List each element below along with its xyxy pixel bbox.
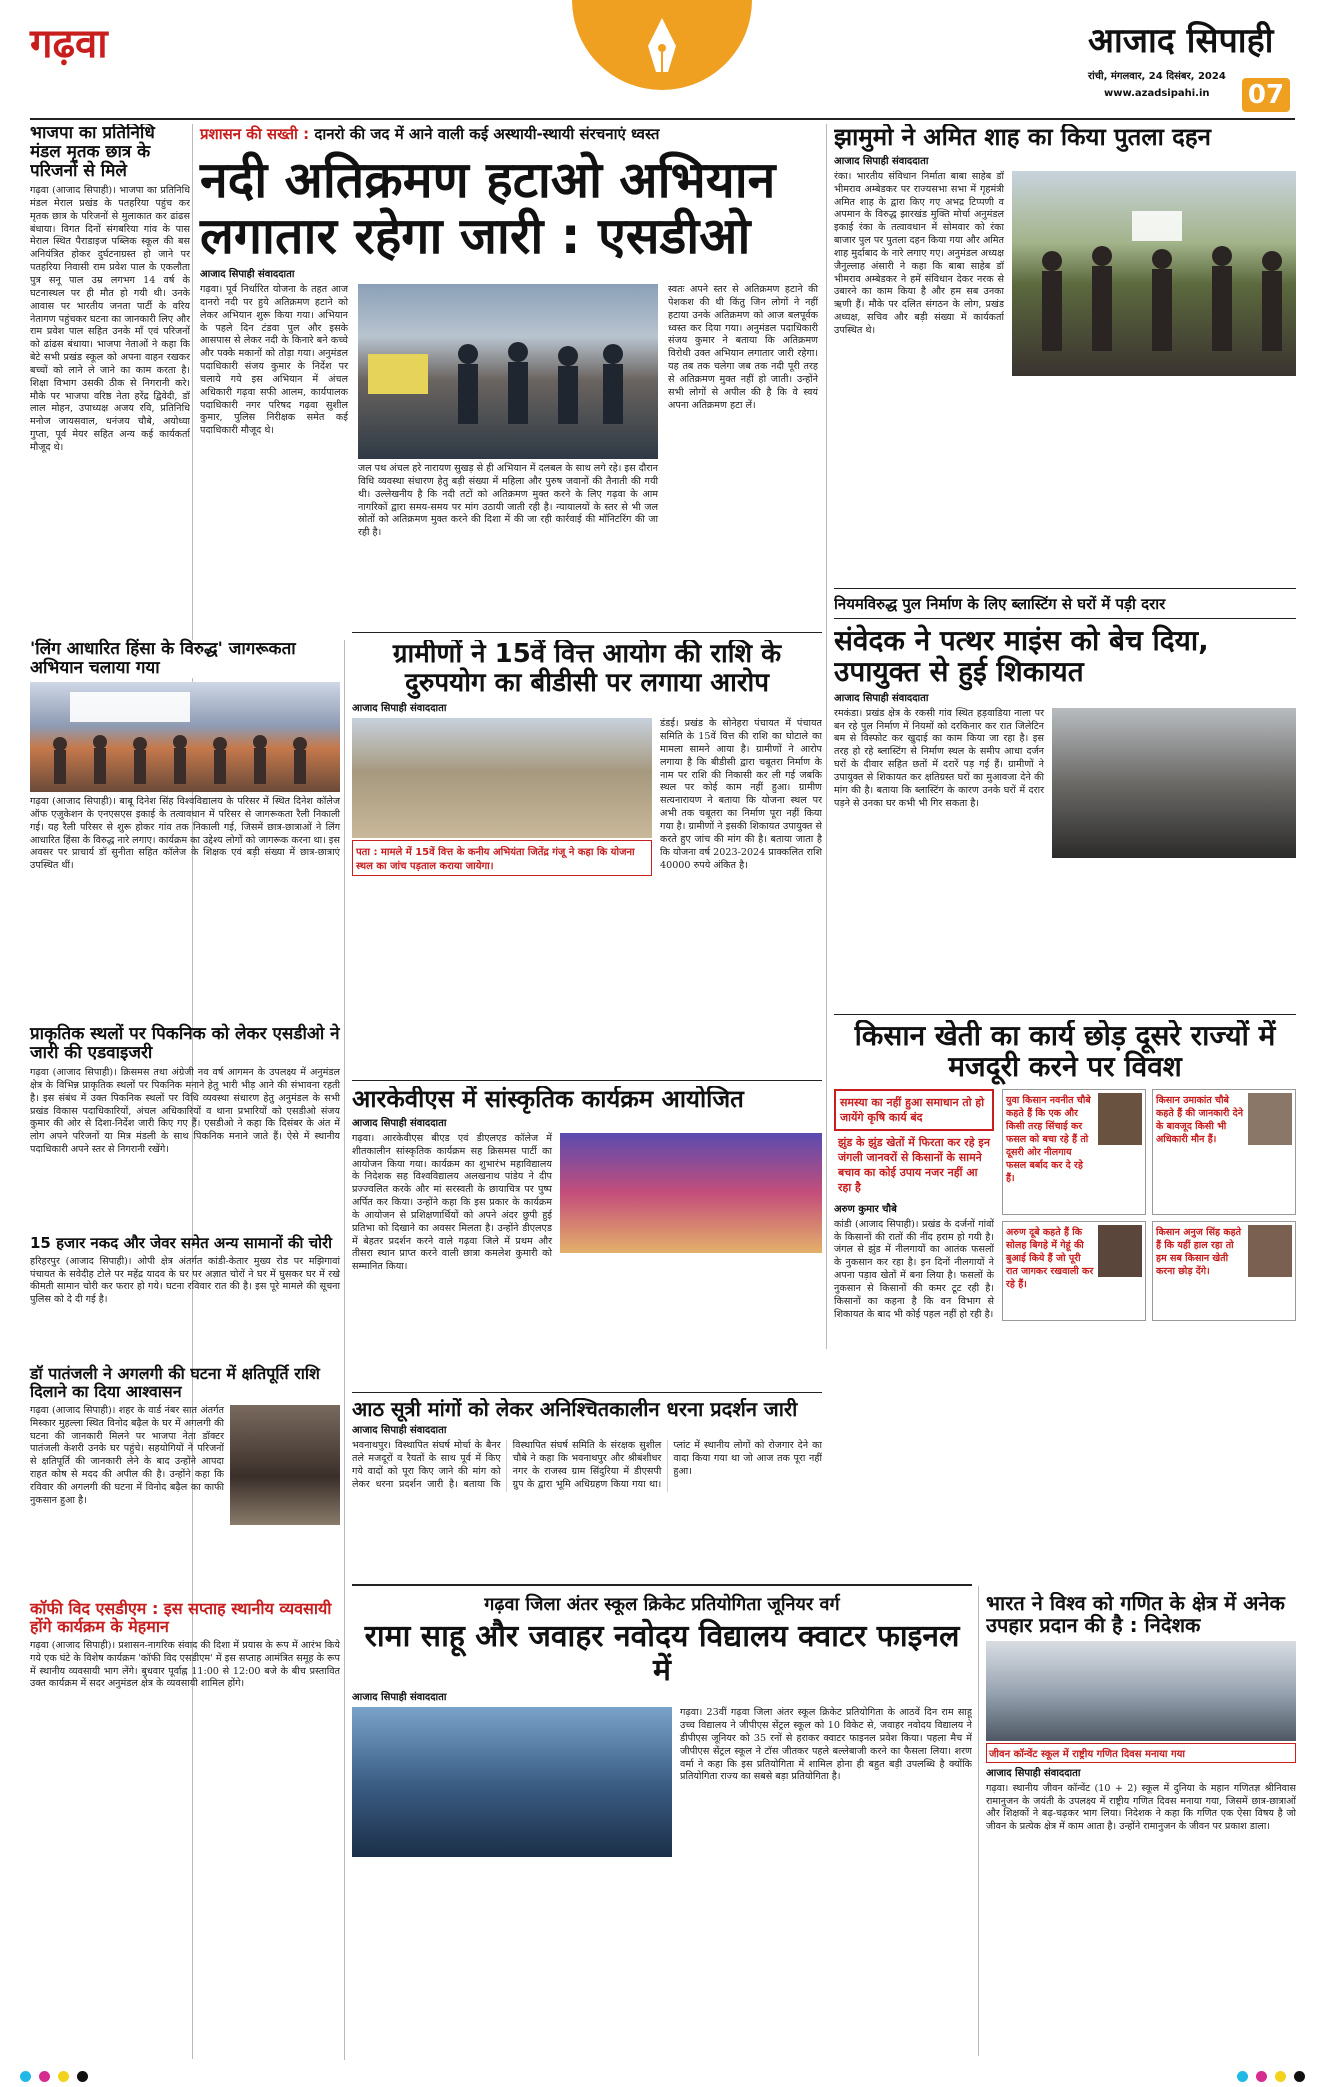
col1-coffee-story (30, 1600, 340, 1691)
lead-kicker-text: दानरो की जद में आने वाली कई अस्थायी-स्थायी संरचनाएं ध्वस्त (314, 125, 660, 143)
dharna-story (352, 1398, 822, 1578)
story-bjp-delegation: गढ़वा (आजाद सिपाही)। भाजपा का प्रतिनिधि मंडल मेराल प्रखंड के पतहरिया पहुंच कर मृतक छात्र के परिजनों से मुलाकात कर ढांढस बंधाया। विगत दिनों संगबरिया गांव के पास मेराल स्थित पैराडाइज पब्लिक स्कूल की बस अनियंत्रित होकर दुर्घटनाग्रस्त हो जाने पर पतहरिया निवासी राम प्रवेश पाल के एकलौता पुत्र सनू पाल उम्र लगभग 14 वर्ष के घटनास्थल पर ही मौत हो गयी थी। उनके आवास पर भारतीय जनता पार्टी के वरिय नेतागण पहुंचकर घटना का जानकारी लिए और राम प्रवेश पाल सहित उनके माँ एवं परिजनों को ढांढस बंधाया। भाजपा नेताओं ने कहा कि बेटे सभी प्रखंड स्कूल को अपना वाहन रखकर बच्चों को लाने ले जाने का काम करता है। शिक्षा विभाग उसकी ठीक से निगरानी करे। मौके पर भाजपा वरिष्ठ नेता हरेंद्र द्विवेदी, डॉ लाल मोहन, उपाध्यक्ष अजय रवि, प्रतिनिधि मनोज जायसवाल, धनंजय चौबे, अयोध्या गुप्ता, पूर्व मेयर सहित अन्य कई कार्यकर्ता मौजूद थे। (30, 185, 190, 453)
story-picnic-advisory: गढ़वा (आजाद सिपाही)। क्रिसमस तथा अंग्रेजी नव वर्ष आगमन के उपलक्ष्य में अनुमंडल क्षेत्र के विभिन्न प्राकृतिक स्थलों पर पिकनिक मनाने हेतु भारी भीड़ आने की संभावना रहती है। इस संबंध में उक्त पिकनिक स्थलों पर विधि व्यवस्था संधारण हेतु अनुमंडल के सभी प्रखंड विकास पदाधिकारियों, अंचल अधिकारियों व थाना प्रभारियों को एसडीओ संजय कुमार की ओर से दिशा-निर्देश जारी किए गए हैं। एसडीओ ने कहा कि दिसंबर के अंत में लोग अपने परिजनों या मित्र मंडली के साथ पिकनिक मनाने जाते हैं। ऐसे में स्थानीय पदाधिकारी अपने स्तर से निगरानी रखेंगे। (30, 1067, 340, 1156)
farmer-avatar-3 (1248, 1093, 1292, 1145)
lead-body-b: जल पथ अंचल हरे नारायण सुखड़ से ही अभियान में दलबल के साथ लगे रहे। इस दौरान विधि व्यवस्था संधारण हेतु बड़ी संख्या में महिला और पुरुष जवानों की तैनाती की गयी थी। उल्लेखनीय है कि नदी तटों को अतिक्रमण मुक्त करने के लिए गढ़वा के आम नागरिकों द्वारा समय-समय पर मांग उठायी जाती रही है। न्यायालयों के स्तर से भी जल स्रोतों को अतिक्रमण मुक्त करने की दिशा में की जा रही कार्रवाई की मॉनिटरिंग की जा रही है। (358, 463, 658, 539)
headline-amitshah: झामुमो ने अमित शाह का किया पुतला दहन (834, 124, 1211, 151)
story-theft: हरिहरपुर (आजाद सिपाही)। ओपी क्षेत्र अंतर्गत कांडी-केतार मुख्य रोड पर मझिगावां पंचायत के सवेदीह टोले पर महेंद्र यादव के घर पर अज्ञात चोरों ने घर में घुसकर घर में रखे कीमती सामान चोरी कर फरार हो गये। घटना रविवार रात की है। इस पूरे मामले की सूचना पुलिस को दे दी गई है। (30, 1255, 340, 1306)
col1-theft-story (30, 1235, 340, 1307)
lead-body-c: स्वतः अपने स्तर से अतिक्रमण हटाने की पेशकश की थी किंतु जिन लोगों ने नहीं हटाया उनके अतिक्रमण को आज बलपूर्वक ध्वस्त कर दिया गया। अनुमंडल पदाधिकारी संजय कुमार ने बताया कि अतिक्रमण विरोधी उक्त अभियान लगातार जारी रहेगा। यह तब तक चलेगा जब तक नदी पूरी तरह से अतिक्रमण मुक्त नहीं हो जाती। उन्होंने सभी लोगों से अपील की है कि वे स्वयं अपना अतिक्रमण हटा लें। (668, 284, 818, 411)
dharna-body: भवनाथपुर। विस्थापित संघर्ष मोर्चा के बैनर तले मजदूरों व रैयतों के साथ पूर्व में किए गये वादों को पूरा किए जाने की मांग को लेकर धरना प्रदर्शन जारी है। बताया कि विस्थापित संघर्ष समिति के संरक्षक सुशील चौबे ने कहा कि भवनाथपुर और श्रीबंशीधर नगर के राजस्व ग्राम सिंदुरिया में डीएसपी ग्रुप के द्वारा भूमि अधिग्रहण किया गया था। प्लांट में स्थानीय लोगों को रोजगार देने का वादा किया गया था जो आज तक पूरा नहीं हुआ। (352, 1440, 822, 1490)
reg-dot-black-2 (1294, 2071, 1305, 2082)
reg-dot-cyan-2 (1237, 2071, 1248, 2082)
reg-dot-black (77, 2071, 88, 2082)
demolition-illustration (358, 284, 658, 459)
lead-body-a: गढ़वा। पूर्व निर्धारित योजना के तहत आज दानरो नदी पर हुये अतिक्रमण हटाने को लेकर अभियान शुरू किया गया। अभियान के पहले दिन टंडवा पुल और इसके आसपास से लेकर नदी के किनारे बने कच्चे और पक्के मकानों को तोड़ा गया। अनुमंडल पदाधिकारी संजय कुमार के निर्देश पर चलाये गये इस अभियान में अंचल अधिकारी गढ़वा सफी आलम, कार्यपालक पदाधिकारी नगर परिषद गढ़वा सुशील कुमार, पुलिस निरीक्षक समेत कई पदाधिकारी मौजूद थे। (200, 284, 348, 437)
photo-stone-mine (1052, 708, 1296, 858)
headline-picnic-advisory: प्राकृतिक स्थलों पर पिकनिक को लेकर एसडीओ ने जारी की एडवाइजरी (30, 1024, 340, 1064)
reg-dot-yellow-2 (1275, 2071, 1286, 2082)
farmer-avatar-2 (1098, 1225, 1142, 1277)
headline-cricket: रामा साहू और जवाहर नवोदय विद्यालय क्वाटर फाइनल में (364, 1619, 960, 1688)
lead-kicker-red: प्रशासन की सख्ती : (200, 125, 310, 143)
effigy-illustration (1012, 171, 1296, 376)
headline-bjp-delegation: भाजपा का प्रतिनिधि मंडल मृतक छात्र के परिजनों से मिले (30, 124, 155, 182)
dateline: रांची, मंगलवार, 24 दिसंबर, 2024 (1088, 71, 1226, 82)
rkvs-byline: आजाद सिपाही संवाददाता (352, 1117, 447, 1129)
cricket-story (352, 1592, 972, 2062)
panchayat-story (352, 640, 822, 1080)
headline-farmers: किसान खेती का कार्य छोड़ दूसरे राज्यों में मजदूरी करने पर विवश (854, 1020, 1276, 1084)
farmers-byline: अरुण कुमार चौबे (834, 1203, 897, 1215)
farmer-avatar-4 (1248, 1225, 1292, 1277)
panchayat-photo-caption: पता : मामले में 15वें वित्त के कनीय अभियंता जितेंद्र गंजू ने कहा कि योजना स्थल का जांच पड़ताल कराया जायेगा। (352, 840, 652, 876)
panchayat-body: डंडई। प्रखंड के सोनेहरा पंचायत में पंचायत समिति के 15वें वित्त की राशि का घोटाले का मामला सामने आया है। ग्रामीणों ने आरोप लगाया है कि बीडीसी द्वारा चबूतरा निर्माण के नाम पर राशि की निकासी कर ली गई जबकि स्थल पर कोई काम नहीं हुआ। ग्रामीण सत्यनारायण ने बताया कि योजना स्थल पर अभी तक चबूतरा का निर्माण पूरा नहीं किया गया है। ग्रामीणों ने इसकी शिकायत उपायुक्त से करते हुए जांच की मांग की है। बताया जाता है कि योजना वर्ष 2023-2024 प्राक्कलित राशि 40000 रुपये अंकित है। (660, 718, 822, 871)
farmer-quote-2 (1002, 1221, 1146, 1321)
farmer-quote-2-text: अरुण दूबे कहते हैं कि सोलह बिगहे में गेहूं की बुआई किये हैं जो पूरी रात जागकर रखवाली कर रहे हैं। (1006, 1227, 1094, 1291)
lead-kicker (200, 124, 820, 144)
photo-cricket-team (352, 1707, 672, 1857)
website: www.azadsipahi.in (1104, 88, 1210, 99)
photo-chabutra (352, 718, 652, 838)
cricket-body: गढ़वा। 23वीं गढ़वा जिला अंतर स्कूल क्रिकेट प्रतियोगिता के आठवें दिन राम साहू उच्च विद्यालय ने जीपीएस सेंट्रल स्कूल को 10 विकेट से, जवाहर नवोदय विद्यालय ने डीपीएस जूनियर को 35 रनों से हराकर क्वाटर फाइनल प्रवेश किया। पहला मैच में जीपीएस सेंट्रल स्कूल ने टॉस जीतकर पहले बल्लेबाजी करने का फैसला लिया। शरण वर्मा ने कहा कि इस प्रतियोगिता में शामिल होना ही बहुत बड़ी उपलब्धि है क्योंकि प्रतियोगिता राज्य का सबसे बड़ा प्रतियोगिता है। (680, 1707, 972, 1783)
farmer-quote-4 (1152, 1221, 1296, 1321)
lead-story (200, 124, 820, 624)
pen-nib-logo (572, 0, 752, 100)
dharna-byline: आजाद सिपाही संवाददाता (352, 1425, 447, 1437)
blasting-story (834, 594, 1296, 1014)
section-title: गढ़वा (30, 21, 108, 67)
headline-panchayat: ग्रामीणों ने 15वें वित्त आयोग की राशि के दुरुपयोग का बीडीसी पर लगाया आरोप (392, 640, 782, 699)
farmers-quote-box-2: झुंड के झुंड खेतों में फिरता कर रहे इन जंगली जानवरों से किसानों के सामने बचाव का कोई उपाय नजर नहीं आ रहा है (838, 1135, 990, 1194)
rally-illustration (30, 682, 340, 792)
headline-rkvs: आरकेवीएस में सांस्कृतिक कार्यक्रम आयोजित (352, 1086, 744, 1113)
headline-coffee-sdm: कॉफी विद एसडीएम : इस सप्ताह स्थानीय व्यवसायी होंगे कार्यक्रम के मेहमान (30, 1599, 332, 1636)
col1-gender-story (30, 640, 340, 873)
math-photo-caption: जीवन कॉन्वेंट स्कूल में राष्ट्रीय गणित दिवस मनाया गया (986, 1743, 1296, 1763)
photo-cultural-program (560, 1133, 822, 1253)
reg-dot-magenta-2 (1256, 2071, 1267, 2082)
rkvs-story (352, 1086, 822, 1386)
reg-dot-yellow (58, 2071, 69, 2082)
amitshah-story (834, 124, 1296, 584)
farmers-story (834, 1020, 1296, 1580)
photo-demolition (358, 284, 658, 459)
lead-byline: आजाद सिपाही संवाददाता (200, 269, 295, 280)
math-story (986, 1592, 1296, 2062)
headline-gender-violence: 'लिंग आधारित हिंसा के विरुद्ध' जागरूकता अभियान चलाया गया (30, 640, 340, 678)
rkvs-body: गढ़वा। आरकेवीएस बीएड एवं डीएलएड कॉलेज में शीतकालीन सांस्कृतिक कार्यक्रम सह क्रिसमस पार्टी का आयोजन किया गया। कार्यक्रम का शुभारंभ महाविद्यालय के निदेशक सह विश्वविद्यालय अलखनाथ पांडेय ने दीप प्रज्ज्वलित करके और मां सरस्वती के छायाचित्र पर पुष्प अर्पित कर किया। उन्होंने कहा कि इस प्रकार के कार्यक्रम के आयोजन से प्रशिक्षणार्थियों को अपने अंदर छुपी हुई प्रतिभा को दिखाने का अवसर मिलता है। उन्होंने डीएलएड में बेहतर प्रदर्शन करने वाले गढ़वा जिले में प्रथम और तीसरा स्थान प्राप्त करने वाली छात्रा कमलेश कुमारी को सम्मानित किया। (352, 1132, 552, 1273)
farmer-avatar-1 (1098, 1093, 1142, 1145)
reg-dot-magenta (39, 2071, 50, 2082)
photo-rally (30, 682, 340, 792)
math-body: गढ़वा। स्थानीय जीवन कॉन्वेंट (10 + 2) स्कूल में दुनिया के महान गणितज्ञ श्रीनिवास रामानुजन के जयंती के उपलक्ष्य में राष्ट्रीय गणित दिवस मनाया गया, जिसमें छात्र-छात्राओं और शिक्षकों ने बढ़-चढ़कर भाग लिया। निदेशक ने कहा कि गणित एक ऐसा विषय है जो जीवन के प्रत्येक क्षेत्र में काम आता है। उन्होंने रामानुजन के जीवन पर प्रकाश डाला। (986, 1782, 1296, 1833)
masthead (0, 0, 1325, 118)
lead-headline-2: लगातार रहेगा जारी : एसडीओ (200, 207, 751, 265)
headline-fire-compensation: डॉ पातंजली ने अगलगी की घटना में क्षतिपूर्ति राशि दिलाने का दिया आश्वासन (30, 1364, 320, 1401)
headline-math: भारत ने विश्व को गणित के क्षेत्र में अनेक उपहार प्रदान की है : निदेशक (986, 1592, 1285, 1638)
amitshah-byline: आजाद सिपाही संवाददाता (834, 155, 929, 167)
farmer-quote-3-text: किसान उमाकांत चौबे कहते हैं की जानकारी देने के बावजूद किसी भी अधिकारी मौन हैं। (1156, 1094, 1243, 1145)
cricket-byline: आजाद सिपाही संवाददाता (352, 1692, 447, 1704)
farmers-quote-box: समस्या का नहीं हुआ समाधान तो हो जायेंगे कृषि कार्य बंद (834, 1089, 994, 1131)
blasting-body: रमकंडा। प्रखंड क्षेत्र के रकसी गांव स्थित हड़वाडिया नाला पर बन रहे पुल निर्माण में नियमों को दरकिनार कर रात जिलेटिन बम से विस्फोट कर खुदाई का काम किया जा रहा है। इस तरह हो रहे ब्लास्टिंग से निर्माण स्थल के समीप आधा दर्जन घरों के दीवार सहित छतों में दरारें पड़ गई हैं। ग्रामीणों ने उपायुक्त से शिकायत कर क्षतिग्रस्त घरों का मुआवजा देने की मांग की है। बताया कि ब्लास्टिंग के कारण उनके घरों में दरार पड़ने से उनका घर कभी भी गिर सकता है। (834, 707, 1044, 809)
paper-name: आजाद सिपाही (1088, 21, 1274, 61)
story-coffee-sdm: गढ़वा (आजाद सिपाही)। प्रशासन-नागरिक संवाद की दिशा में प्रयास के रूप में आरंभ किये गये एक घंटे के विशेष कार्यक्रम 'कॉफी विद एसडीएम' में इस सप्ताह आमंत्रित समूह के रूप में स्थानीय व्यवसायी भाग लेंगे। बुधवार पूर्वाह्न 11:00 से 12:00 बजे के बीच प्रस्तावित उक्त कार्यक्रम में सदर अनुमंडल क्षेत्र के व्यवसायी शामिल होंगे। (30, 1639, 340, 1690)
photo-math-day (986, 1641, 1296, 1741)
panchayat-byline: आजाद सिपाही संवाददाता (352, 703, 447, 715)
color-registration-bar (0, 2065, 1325, 2087)
farmer-quote-3 (1152, 1089, 1296, 1215)
photo-fire-visit (230, 1405, 340, 1525)
headline-blasting: संवेदक ने पत्थर माइंस को बेच दिया, उपायुक्त से हुई शिकायत (834, 624, 1209, 689)
headline-dharna: आठ सूत्री मांगों को लेकर अनिश्चितकालीन धरना प्रदर्शन जारी (352, 1398, 798, 1421)
photo-effigy (1012, 171, 1296, 376)
farmers-body: कांडी (आजाद सिपाही)। प्रखंड के दर्जनों गांवों के किसानों की रातों की नींद हराम हो गयी है। जंगल से झुंड में नीलगायों का आतंक फसलों के नुकसान कर रहा है। इन दिनों नीलगायों ने अपना पड़ाव खेतों में बना लिया है। फसलों के नुकसान से किसानों की कमर टूट रही है। किसानों का कहना है कि वन विभाग से शिकायत के बाद भी कोई पहल नहीं हो रही है। (834, 1218, 994, 1320)
blasting-byline: आजाद सिपाही संवाददाता (834, 692, 929, 704)
farmer-quote-1-text: युवा किसान नवनीत चौबे कहते हैं कि एक और किसी तरह सिंचाई कर फसल को बचा रहे हैं तो दूसरी ओर नीलगाय फसल बर्बाद कर दे रहे हैं। (1006, 1094, 1091, 1184)
math-byline: आजाद सिपाही संवाददाता (986, 1767, 1081, 1779)
amitshah-body: रंका। भारतीय संविधान निर्माता बाबा साहेब डॉ भीमराव अम्बेडकर पर राज्यसभा सभा में गृहमंत्री अमित शाह के द्वारा किए गए अभद्र टिप्पणी व अपमान के विरुद्ध झारखंड मुक्ति मोर्चा अनुमंडल इकाई रंका के तत्वावधान में सोमवार को रंका बाजार पुल पर पुतला दहन किया गया और अमित शाह मुर्दाबाद के नारे लगाए गए। अनुमंडल अध्यक्ष जैनुल्लाह अंसारी ने कहा कि बाबा साहेब डॉ भीमराव अम्बेडकर ने हमें संविधान देकर नरक से उबारने का काम किया है और हम सब उनका ऋणी हैं। मौके पर दलित संगठन के लोग, प्रखंड अध्यक्ष, सचिव और बड़ी संख्या में कार्यकर्ता उपस्थित थे। (834, 170, 1004, 336)
story-gender-violence: गढ़वा (आजाद सिपाही)। बाबू दिनेश सिंह विश्वविद्यालय के परिसर में स्थित दिनेश कॉलेज ऑफ एजुकेशन के एनएसएस इकाई के तत्वावधान में परिसर से जागरूकता रैली निकाली गई। यह रैली परिसर से शुरू होकर गांव तक निकाली गई, जिसमें छात्र-छात्राओं ने लिंग आधारित हिंसा के विरुद्ध नारे लगाए। कार्यक्रम का उद्देश्य लोगों को जागरूक करना था। इस अवसर पर प्राचार्य डॉ सुनीता सहित कॉलेज के शिक्षक एवं बड़ी संख्या में छात्र-छात्राएं उपस्थित थीं। (30, 796, 340, 872)
col1-fire-story (30, 1365, 340, 1525)
reg-dot-cyan (20, 2071, 31, 2082)
headline-theft: 15 हजार नकद और जेवर समेत अन्य सामानों की चोरी (30, 1234, 333, 1252)
page-number: 07 (1242, 78, 1290, 112)
story-fire-compensation: गढ़वा (आजाद सिपाही)। शहर के वार्ड नंबर सात अंतर्गत मिस्कार मुहल्ला स्थित विनोद बढ़ैल के घर में अगलगी की घटना की जानकारी मिलने पर भाजपा नेता डॉक्टर पातंजली केशरी उनके घर पहुंचे। सहयोगियों ने परिजनों से क्षतिपूर्ति की जानकारी लेने के बाद उन्होंने आपदा राहत कोष से मदद की अपील की है। उन्होंने कहा कि रविवार की अगलगी की घटना में विनोद बढ़ैल का काफी नुकसान हुआ है। (30, 1404, 224, 1506)
farmer-quote-1 (1002, 1089, 1146, 1215)
farmer-quote-4-text: किसान अनुज सिंह कहते हैं कि यहीं हाल रहा तो हम सब किसान खेती करना छोड़ देंगे। (1156, 1227, 1242, 1278)
cricket-kicker: गढ़वा जिला अंतर स्कूल क्रिकेट प्रतियोगिता जूनियर वर्ग (484, 1594, 840, 1615)
lead-headline-1: नदी अतिक्रमण हटाओ अभियान (200, 151, 776, 209)
col1-picnic-story (30, 1025, 340, 1157)
blasting-kicker: नियमविरुद्ध पुल निर्माण के लिए ब्लास्टिंग से घरों में पड़ी दरार (834, 594, 1296, 619)
